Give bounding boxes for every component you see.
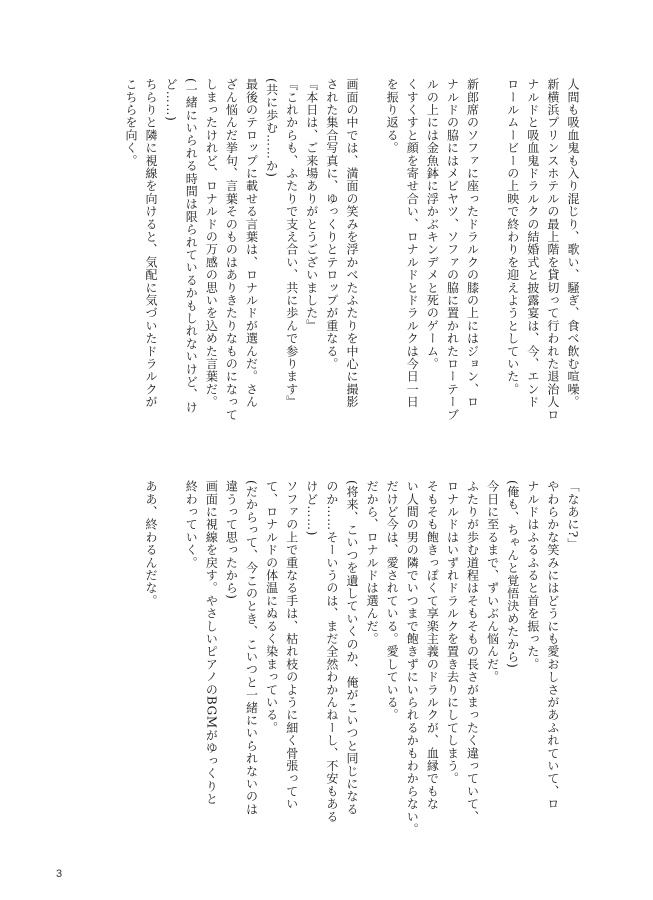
text-line: ロールムービーの上映で終わりを迎えようとしていた。 bbox=[505, 78, 520, 396]
text-line: やわらかな笑みにはどうにも愛おしさがあふれていて、ロ bbox=[545, 480, 560, 811]
upper-text-block bbox=[63, 78, 583, 456]
text-line: 「なあに?」 bbox=[566, 480, 580, 551]
text-line: 『これからも、ふたりで支え合い、共に歩んで参ります』 bbox=[284, 78, 299, 409]
text-line: こちらを向く。 bbox=[123, 78, 138, 167]
text-line: 新横浜プリンスホテルの最上階を貸切って行われた退治人ロ bbox=[545, 78, 560, 421]
text-line: 『本日は、ご来場ありがとうございました』 bbox=[304, 78, 319, 332]
text-line: だけど今は、愛されている。愛している。 bbox=[385, 480, 400, 722]
text-line: (将来、こいつを遺していくのか、俺がこいつと同じになる bbox=[344, 480, 359, 816]
text-line: ナルドと吸血鬼ドラルクの結婚式と披露宴は、今、エンド bbox=[525, 78, 540, 409]
text-line: 画面に視線を戻す。やさしいピアノのBGMがゆっくりと bbox=[204, 480, 219, 806]
text-line: 新郎席のソファに座ったドラルクの膝の上にはジョン、ロ bbox=[465, 78, 480, 409]
text-line: て、ロナルドの体温にぬるく染まっている。 bbox=[264, 480, 279, 734]
text-line: 終わっていく。 bbox=[184, 480, 199, 569]
text-line: 最後のテロップに載せる言葉は、ロナルドが選んだ。さん bbox=[244, 78, 259, 409]
page-number: 3 bbox=[56, 868, 63, 880]
text-line: (俺も、ちゃんと覚悟決めたから) bbox=[505, 480, 520, 669]
text-line: (一緒にいられる時間は限られているかもしれないけど、け bbox=[184, 78, 199, 414]
text-line: ああ、終わるんだな。 bbox=[144, 480, 159, 607]
text-line: (共に歩む……か) bbox=[264, 78, 279, 178]
text-line: い人間の男の隣でいつまで飽きずにいられるかもわからない。 bbox=[405, 480, 420, 836]
text-line: 人間も吸血鬼も入り混じり、歌い、騒ぎ、食べ飲む喧噪。 bbox=[566, 78, 580, 409]
text-line: しまったけれど、ロナルドの万感の思いを込めた言葉だ。 bbox=[204, 78, 219, 409]
text-line: ナルドはふるふると首を振った。 bbox=[525, 480, 540, 671]
text-line: ナルドの脇にはメビヤツ、ソファの脇に置かれたローテーブ bbox=[445, 78, 460, 421]
text-line: ソファの上で重なる手は、枯れ枝のように細く骨張ってい bbox=[284, 480, 299, 811]
text-line: 今日に至るまで、ずいぶん悩んだ。 bbox=[485, 480, 500, 684]
text-line: そもそも飽きっぽくて享楽主義のドラルクが、血縁でもな bbox=[425, 480, 440, 811]
text-line: を振り返る。 bbox=[385, 78, 400, 155]
text-line: ロナルドはいずれドラルクを置き去りにしてしまう。 bbox=[445, 480, 460, 785]
text-line: だから、ロナルドは選んだ。 bbox=[365, 480, 380, 646]
text-line: (だからって、今このとき、こいつと一緒にいられないのは bbox=[244, 480, 259, 816]
paragraph-break bbox=[161, 480, 181, 860]
text-line: ちらりと隣に視線を向けると、気配に気づいたドラルクが bbox=[144, 78, 159, 409]
text-line: ど……) bbox=[164, 78, 179, 122]
text-line: ルの上には金魚鉢に浮かぶキンデメと死のゲーム。 bbox=[425, 78, 440, 371]
text-line: のか……そーいうのは、まだ全然わかんねーし、不安もある bbox=[324, 480, 339, 823]
text-line: 画面の中では、満面の笑みを浮かべたふたりを中心に撮影 bbox=[344, 78, 359, 409]
paragraph-break bbox=[483, 78, 503, 456]
lower-text-block bbox=[63, 480, 583, 860]
text-line: ざん悩んだ挙句、言葉そのものはありきたりなものになって bbox=[224, 78, 239, 421]
paragraph-break bbox=[362, 78, 382, 456]
text-line: ふたりが歩む道程はそもそもの長さがまったく違っていて、 bbox=[465, 480, 480, 823]
text-line: けど……) bbox=[304, 480, 319, 537]
text-line: くすくすと顔を寄せ合い、ロナルドとドラルクは今日一日 bbox=[405, 78, 420, 409]
text-line: された集合写真に、ゆっくりとテロップが重なる。 bbox=[324, 78, 339, 371]
text-line: 違うって思ったから) bbox=[224, 480, 239, 600]
